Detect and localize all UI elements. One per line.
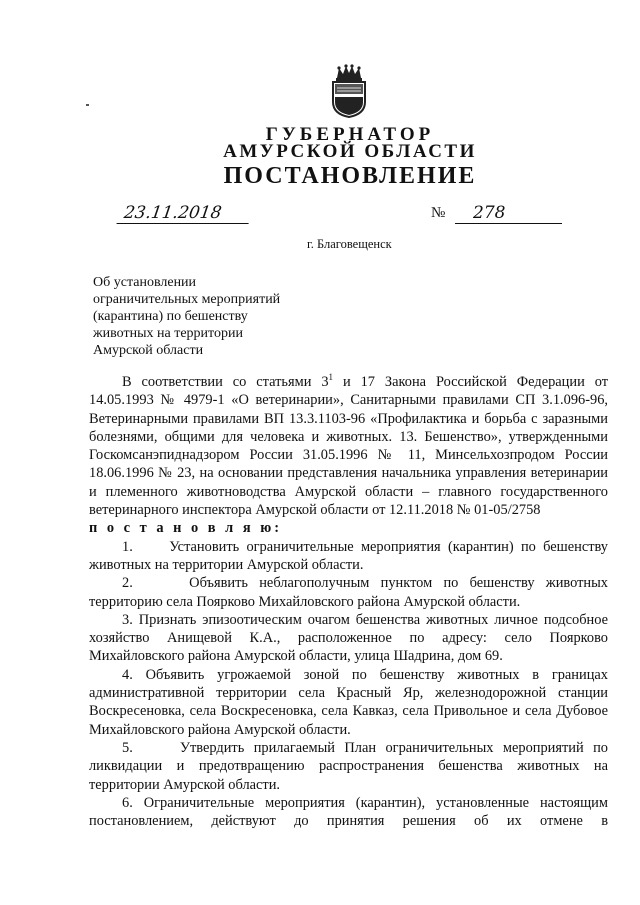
subject-line: Амурской области xyxy=(93,343,204,358)
city-label: г. Благовещенск xyxy=(307,237,392,251)
preamble-rest: и 17 Закона Российской Федерации от 14.05.1993 № 4979-1 «О ветеринарии», Санитарными правилами СП 3.1.096-96, Ветеринарными правилами ВП 13.3.1103-96 «Профилактика и борьба с заразными болезнями, общими для человека и животных. 13. Бешенство», утвержденными Госкомсанэпиднадзором России 31.05.1996 № 11, Минсельхозпродом России 18.06.1996 № 23, на основании представления начальника управления ветеринарии и племенного животноводства Амурской области – главного государственного ветеринарного инспектора Амурской области от 12.11.2018 № 01-05/2758 xyxy=(89,374,608,519)
item-3: 3. Признать эпизоотическим очагом бешенства животных личное подсобное хозяйство Анищевой К.А., расположенное по адресу: село Поярково Михайловского района Амурской области, улица Шадрина, дом 69. xyxy=(89,611,608,665)
document-subject xyxy=(93,274,353,359)
header-resolution: ПОСТАНОВЛЕНИЕ xyxy=(223,163,477,189)
subject-line: животных на территории xyxy=(93,326,243,341)
coat-of-arms-icon xyxy=(329,64,369,118)
item-6: 6. Ограничительные мероприятия (карантин), установленные настоящим постановлением, действуют до принятия решения об их отмене в xyxy=(89,794,608,830)
item-1: 1. Установить ограничительные мероприятия (карантин) по бешенству животных на территории Амурской области. xyxy=(89,538,608,573)
preamble-superscript: 1 xyxy=(328,372,334,383)
subject-line: Об установлении xyxy=(93,275,197,290)
item-5: 5. Утвердить прилагаемый План ограничительных мероприятий по ликвидации и предотвращению распространения бешенства животных на территории Амурской области. xyxy=(89,739,608,793)
date-field: 23.11.2018 xyxy=(117,203,252,224)
subject-line: ограничительных мероприятий xyxy=(93,292,281,307)
decree-word: п о с т а н о в л я ю: xyxy=(89,520,283,537)
preamble-start: В соответствии со статьями 3 xyxy=(122,374,329,390)
number-label: № xyxy=(431,205,446,221)
header-governor: ГУБЕРНАТОР xyxy=(265,124,435,145)
number-field: 278 xyxy=(455,203,562,224)
scan-speck xyxy=(86,104,89,106)
subject-line: (карантина) по бешенству xyxy=(93,309,248,324)
header-region: АМУРСКОЙ ОБЛАСТИ xyxy=(223,141,477,162)
item-4: 4. Объявить угрожаемой зоной по бешенству животных в границах административной территории села Красный Яр, железнодорожной станции Воскресеновка, села Воскресеновка, села Кавказ, села Привольное и села Дубовое Михайловского района Амурской области. xyxy=(89,666,608,738)
document-body xyxy=(89,373,608,830)
item-2: 2. Объявить неблагополучным пунктом по бешенству животных территорию села Поярково Михайловского района Амурской области. xyxy=(89,575,608,610)
preamble-paragraph xyxy=(89,373,608,519)
